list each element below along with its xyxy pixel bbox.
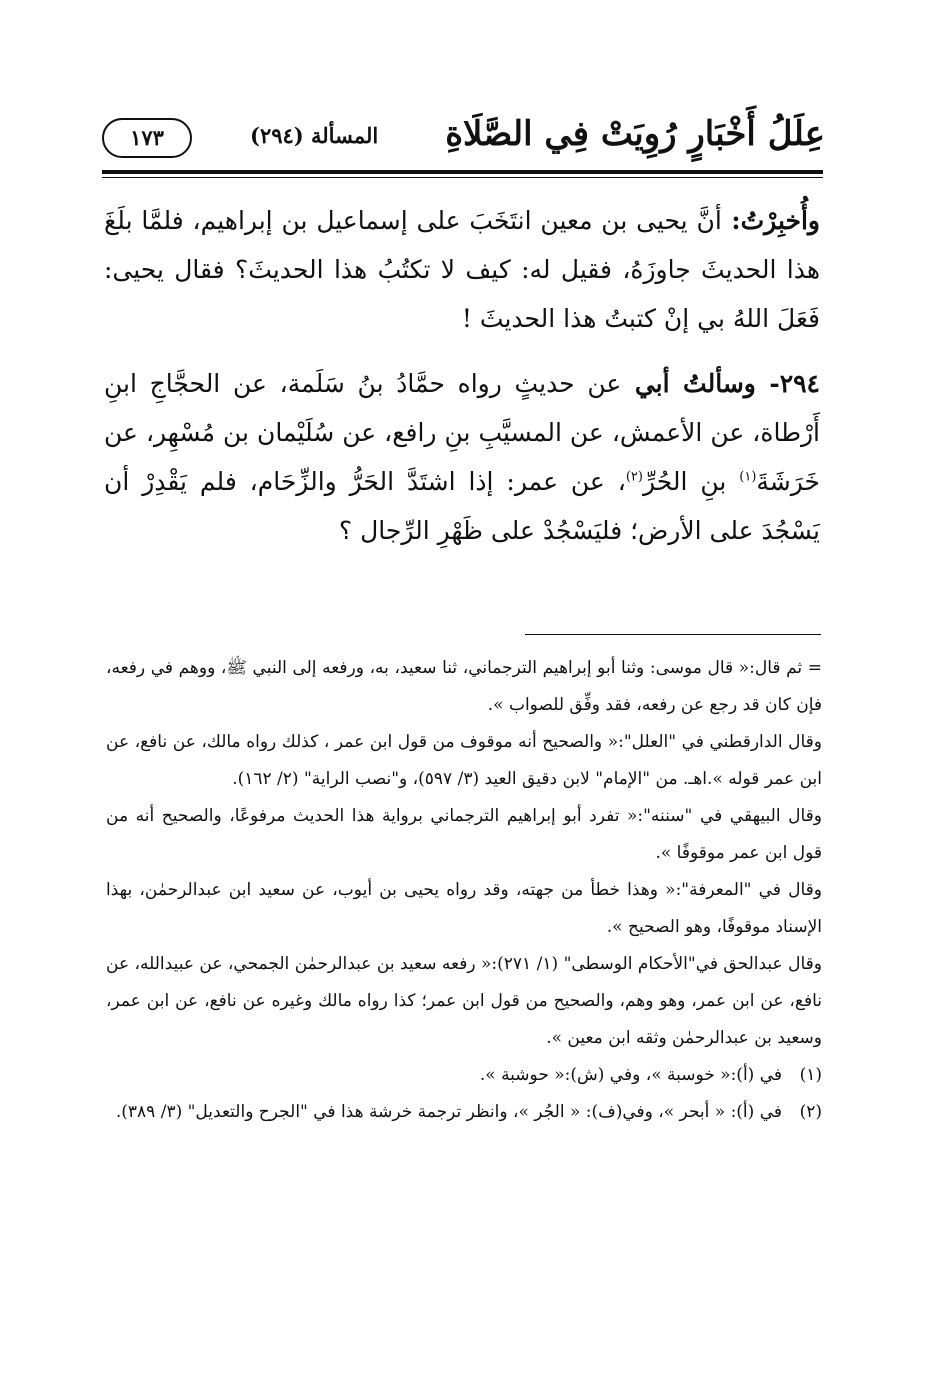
footnote-text: في (أ):« خوسبة »، وفي (ش):« حوشبة ». [479, 1065, 782, 1085]
paragraph-body: أنَّ يحيى بن معين انتَخَبَ على إسماعيل بن إبراهيم، فلمَّا بلَغَ هذا الحديثَ جاوزَهُ، فقيل له: كيف لا تكتُبُ هذا الحديثَ؟ فقال يحيى: فَعَلَ اللهُ بي إنْ كتبتُ هذا الحديثَ ! [104, 206, 820, 333]
footnote-continuation: وقال عبدالحق في"الأحكام الوسطى" (١/ ٢٧١):« رفعه سعيد بن عبدالرحمٰن الجمحي، عن عبيدالله، عن نافع، عن ابن عمر، وهو وهم، والصحيح من قول ابن عمر؛ كذا رواه مالك وغيره عن نافع، عن ابن عمر، وسعيد بن عبدالرحمٰن وثقه ابن معين ». [106, 954, 822, 1048]
header-rule-thick [102, 170, 823, 174]
question-label: المسألة (٢٩٤) [250, 123, 379, 148]
footnote-continuation: وقال الدارقطني في "العلل":« والصحيح أنه موقوف من قول ابن عمر ، كذلك رواه مالك، عن نافع، عن ابن عمر قوله ».اهـ. من "الإمام" لابن دقيق العيد (٣/ ٥٩٧)، و"نصب الراية" (٢/ ١٦٢). [106, 732, 822, 789]
footnote-number: (٢) [799, 1102, 822, 1122]
book-title: عِلَلُ أَخْبَارٍ رُوِيَتْ فِي الصَّلَاةِ [445, 114, 825, 154]
footnotes [106, 650, 822, 1131]
question-body-part-c: ، عن عمر: إذا اشتَدَّ الحَرُّ والزِّحَام، فلم يَقْدِرْ أن يَسْجُدَ على الأرض؛ فليَسْجُدْ على ظَهْرِ الرِّجال ؟ [104, 467, 820, 545]
paragraph-question-294 [104, 359, 820, 555]
footnote-1 [106, 1057, 822, 1094]
page-number-badge: ١٧٣ [102, 118, 192, 158]
footnote-continuation: = ثم قال:« قال موسى: وثنا أبو إبراهيم الترجماني، ثنا سعيد، به، ورفعه إلى النبي ﷺ، ووهم في رفعه، فإن كان قد رجع عن رفعه، فقد وفِّق للصواب ». [106, 658, 822, 715]
question-body-part-a: عن حديثٍ رواه حمَّادُ بنُ سَلَمة، عن الحجَّاجِ ابنِ أَرْطاة، عن الأعمش، عن المسيَّبِ بنِ رافع، عن سُلَيْمان بن مُسْهِر، عن خَرَشَةَ [104, 369, 820, 496]
footnote-number: (١) [799, 1065, 822, 1085]
main-text [104, 196, 820, 555]
paragraph-report [104, 196, 820, 343]
question-body-part-b: بنِ الحُرِّ [642, 467, 740, 496]
footnote-text: في (أ): « أبحر »، وفي(ف): « الجُر »، وانظر ترجمة خرشة هذا في "الجرح والتعديل" (٣/ ٣٨٩). [115, 1102, 782, 1122]
footnote-continuation: وقال في "المعرفة":« وهذا خطأ من جهته، وقد رواه يحيى بن أيوب، عن سعيد ابن عبدالرحمٰن، بهذا الإسناد موقوفًا، وهو الصحيح ». [106, 880, 822, 937]
question-lead: ٢٩٤- وسألتُ أبي [621, 369, 820, 398]
footnote-ref-2[interactable]: (٢) [625, 469, 643, 485]
footnote-2 [106, 1094, 822, 1131]
footnote-ref-1[interactable]: (١) [739, 469, 757, 485]
paragraph-lead: وأُخبِرْتُ: [721, 206, 820, 235]
footnote-continuation: وقال البيهقي في "سننه":« تفرد أبو إبراهيم الترجماني برواية هذا الحديث مرفوعًا، والصحيح أنه من قول ابن عمر موقوفًا ». [106, 806, 822, 863]
running-header [100, 112, 825, 162]
header-rule-thin [102, 177, 823, 178]
footnote-separator [525, 634, 821, 635]
